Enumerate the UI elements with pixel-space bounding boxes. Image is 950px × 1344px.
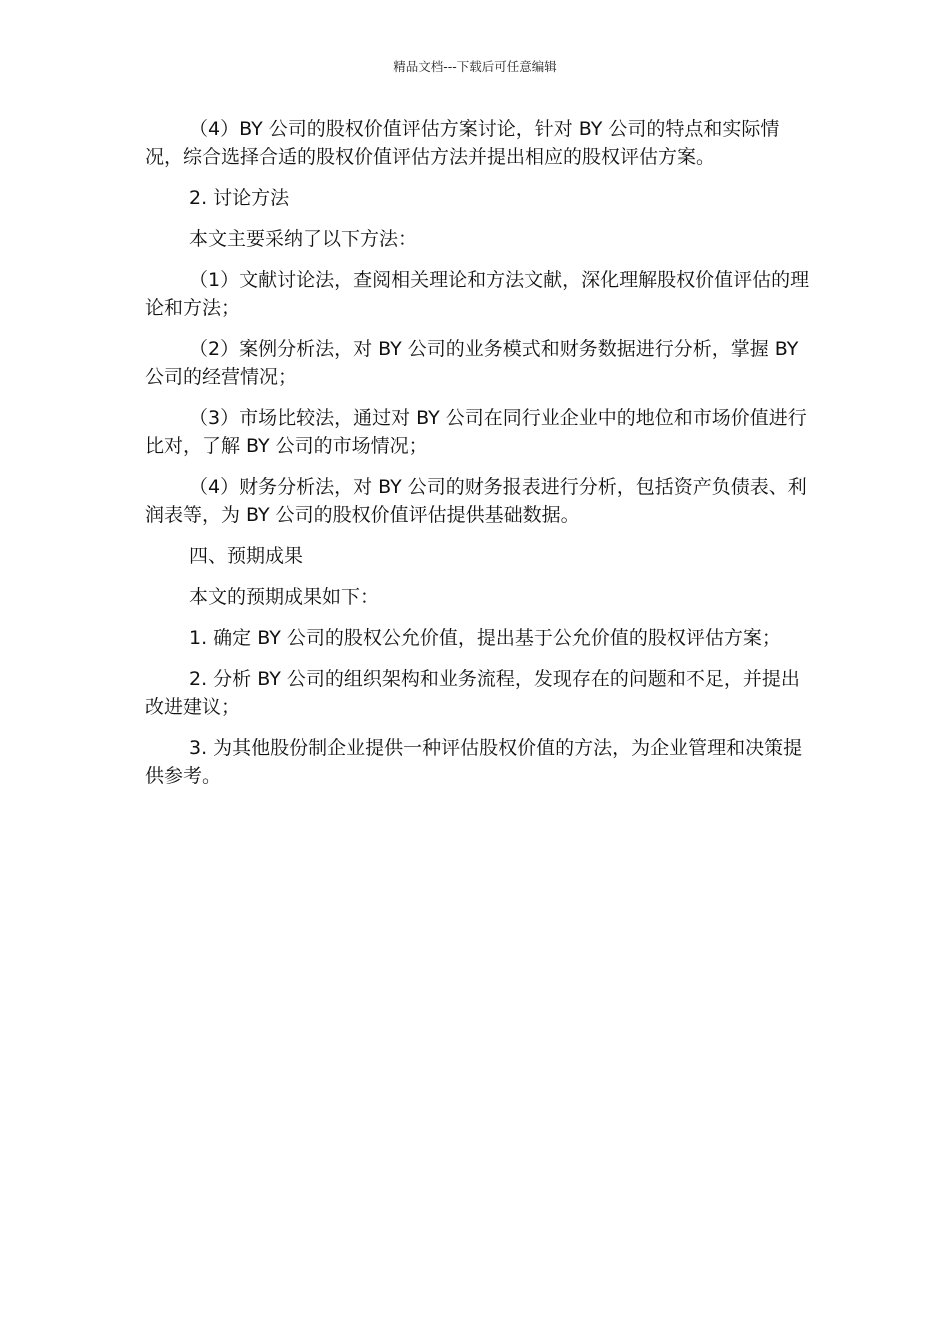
- section-heading-expected-results: 四、预期成果: [189, 545, 304, 567]
- paragraph-method-market: （3）市场比较法，通过对 BY 公司在同行业企业中的地位和市场价值进行比对，了解 BY 公司的市场情况；: [145, 407, 807, 457]
- paragraph-result-3: 3. 为其他股份制企业提供一种评估股权价值的方法，为企业管理和决策提供参考。: [145, 737, 803, 787]
- paragraph-method-case: （2）案例分析法，对 BY 公司的业务模式和财务数据进行分析，掌握 BY 公司的经营情况；: [145, 338, 799, 388]
- paragraph-scheme-discussion: （4）BY 公司的股权价值评估方案讨论，针对 BY 公司的特点和实际情况，综合选择合适的股权价值评估方法并提出相应的股权评估方案。: [145, 118, 780, 168]
- paragraph-method-financial: （4）财务分析法，对 BY 公司的财务报表进行分析，包括资产负债表、利润表等，为 BY 公司的股权价值评估提供基础数据。: [145, 476, 807, 526]
- document-body: [145, 115, 810, 803]
- section-heading-methods: 2. 讨论方法: [189, 187, 290, 209]
- paragraph-method-literature: （1）文献讨论法，查阅相关理论和方法文献，深化理解股权价值评估的理论和方法；: [145, 269, 810, 319]
- paragraph-results-intro: 本文的预期成果如下：: [189, 586, 380, 608]
- paragraph-methods-intro: 本文主要采纳了以下方法：: [189, 228, 418, 250]
- paragraph-result-2: 2. 分析 BY 公司的组织架构和业务流程，发现存在的问题和不足，并提出改进建议；: [145, 668, 800, 718]
- page-header: 精品文档---下载后可任意编辑: [393, 59, 557, 74]
- paragraph-result-1: 1. 确定 BY 公司的股权公允价值，提出基于公允价值的股权评估方案；: [189, 627, 781, 649]
